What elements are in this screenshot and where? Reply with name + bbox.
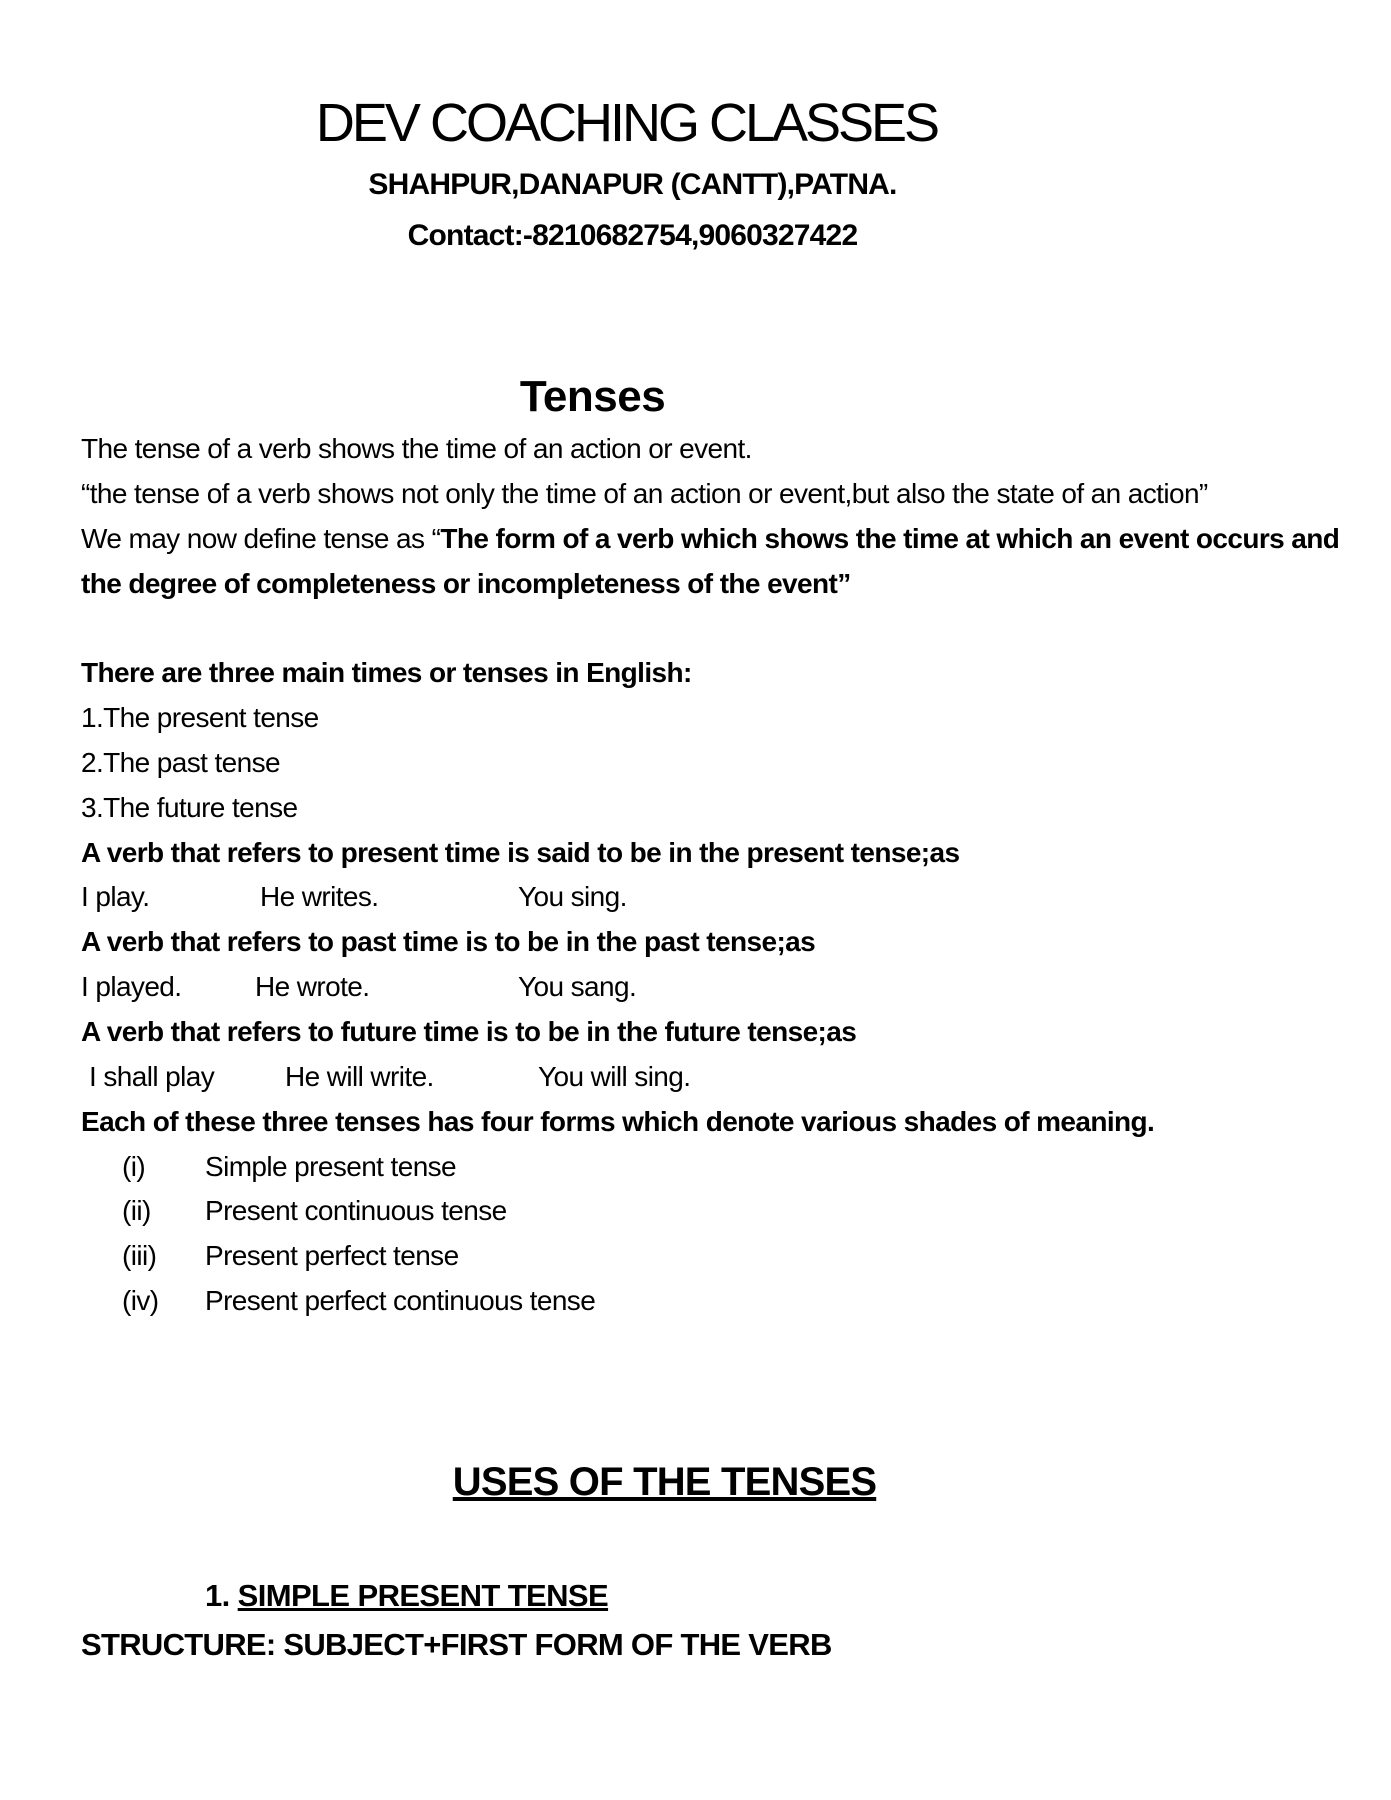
form-number: (ii)	[122, 1195, 151, 1227]
future-rule-text: A verb that refers to future time is to be in the future tense;as	[81, 1015, 857, 1047]
form-item	[81, 1189, 1341, 1234]
example: He will write.	[285, 1060, 434, 1092]
forms-heading-text: Each of these three tenses has four forms which denote various shades of meaning.	[81, 1105, 1155, 1137]
form-number: (i)	[122, 1150, 146, 1182]
intro-quote: “the tense of a verb shows not only the time of an action or event,but also the state of an action”	[81, 477, 1208, 509]
tense-item: 3.The future tense	[81, 791, 298, 823]
present-rule-text: A verb that refers to present time is said to be in the present tense;as	[81, 836, 960, 868]
definition-prefix: We may now define tense as “	[81, 522, 441, 554]
present-rule	[81, 831, 1341, 876]
future-rule	[81, 1010, 1341, 1055]
form-label: Present perfect tense	[205, 1240, 459, 1272]
form-label: Present perfect continuous tense	[205, 1285, 596, 1317]
example: I play.	[81, 881, 150, 913]
form-item	[81, 1279, 1341, 1324]
definition-bold: The form of a verb which shows the time at which an event occurs and the degree of completeness or incompleteness of the event”	[81, 522, 1340, 599]
three-tenses-heading-text: There are three main times or tenses in English:	[81, 657, 692, 689]
forms-heading	[81, 1100, 1341, 1145]
past-rule-text: A verb that refers to past time is to be in the past tense;as	[81, 926, 816, 958]
example: You sing.	[518, 881, 627, 913]
tense-item: 2.The past tense	[81, 746, 280, 778]
example: He wrote.	[255, 971, 370, 1003]
form-label: Simple present tense	[205, 1150, 457, 1182]
three-tenses-heading	[81, 651, 1341, 696]
section-number: 1.	[205, 1578, 238, 1613]
form-number: (iii)	[122, 1240, 157, 1272]
uses-heading: USES OF THE TENSES	[452, 1460, 877, 1504]
tense-item: 1.The present tense	[81, 702, 319, 734]
structure-line: STRUCTURE: SUBJECT+FIRST FORM OF THE VERB	[81, 1627, 832, 1662]
tense-definition	[81, 517, 1341, 607]
blank-line	[81, 606, 1341, 651]
present-examples	[81, 875, 1341, 920]
section-title: SIMPLE PRESENT TENSE	[237, 1578, 609, 1613]
document-body	[81, 427, 1341, 1324]
past-examples	[81, 965, 1341, 1010]
section-heading	[205, 1578, 608, 1614]
example: You will sing.	[538, 1060, 691, 1092]
example: You sang.	[518, 971, 637, 1003]
intro-line: The tense of a verb shows the time of an action or event.	[81, 433, 752, 464]
example: He writes.	[260, 881, 379, 913]
institute-name: DEV COACHING CLASSES	[315, 93, 938, 153]
form-label: Present continuous tense	[205, 1195, 507, 1227]
form-item	[81, 1234, 1341, 1279]
page-title: Tenses	[519, 372, 666, 421]
form-item	[81, 1145, 1341, 1190]
form-number: (iv)	[122, 1285, 159, 1317]
institute-contact: Contact:-8210682754,9060327422	[407, 219, 858, 252]
past-rule	[81, 920, 1341, 965]
example: I played.	[81, 971, 182, 1003]
example: I shall play	[89, 1060, 215, 1092]
institute-address: SHAHPUR,DANAPUR (CANTT),PATNA.	[368, 168, 897, 201]
future-examples	[81, 1055, 1341, 1100]
